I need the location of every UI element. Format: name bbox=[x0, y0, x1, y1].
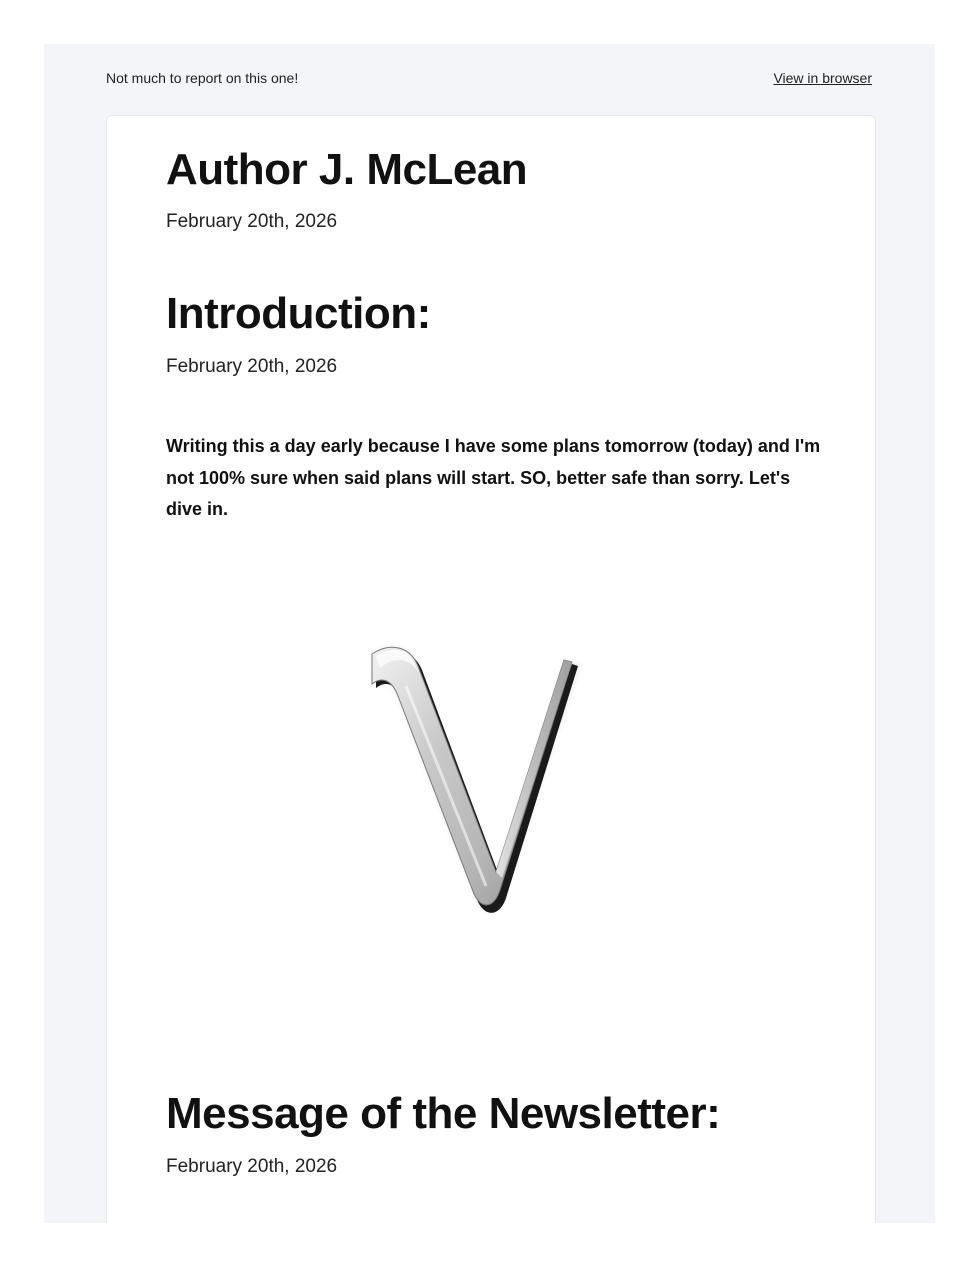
author-title: Author J. McLean bbox=[166, 145, 528, 194]
message-heading: Message of the Newsletter: bbox=[166, 1089, 721, 1138]
email-frame bbox=[44, 44, 935, 1223]
view-in-browser-link[interactable]: View in browser bbox=[773, 70, 872, 86]
introduction-paragraph: Writing this a day early because I have some plans tomorrow (today) and I'm not 100% sure when said plans will start. SO, better safe than sorry. Let's dive in. bbox=[166, 436, 821, 519]
preheader bbox=[106, 70, 872, 86]
message-date: February 20th, 2026 bbox=[166, 1156, 338, 1177]
chrome-letter-v-icon bbox=[336, 616, 676, 956]
introduction-date: February 20th, 2026 bbox=[166, 356, 338, 377]
author-date: February 20th, 2026 bbox=[166, 211, 338, 232]
introduction-heading: Introduction: bbox=[166, 289, 431, 338]
preheader-text: Not much to report on this one! bbox=[106, 70, 299, 86]
newsletter-card bbox=[106, 115, 876, 1223]
